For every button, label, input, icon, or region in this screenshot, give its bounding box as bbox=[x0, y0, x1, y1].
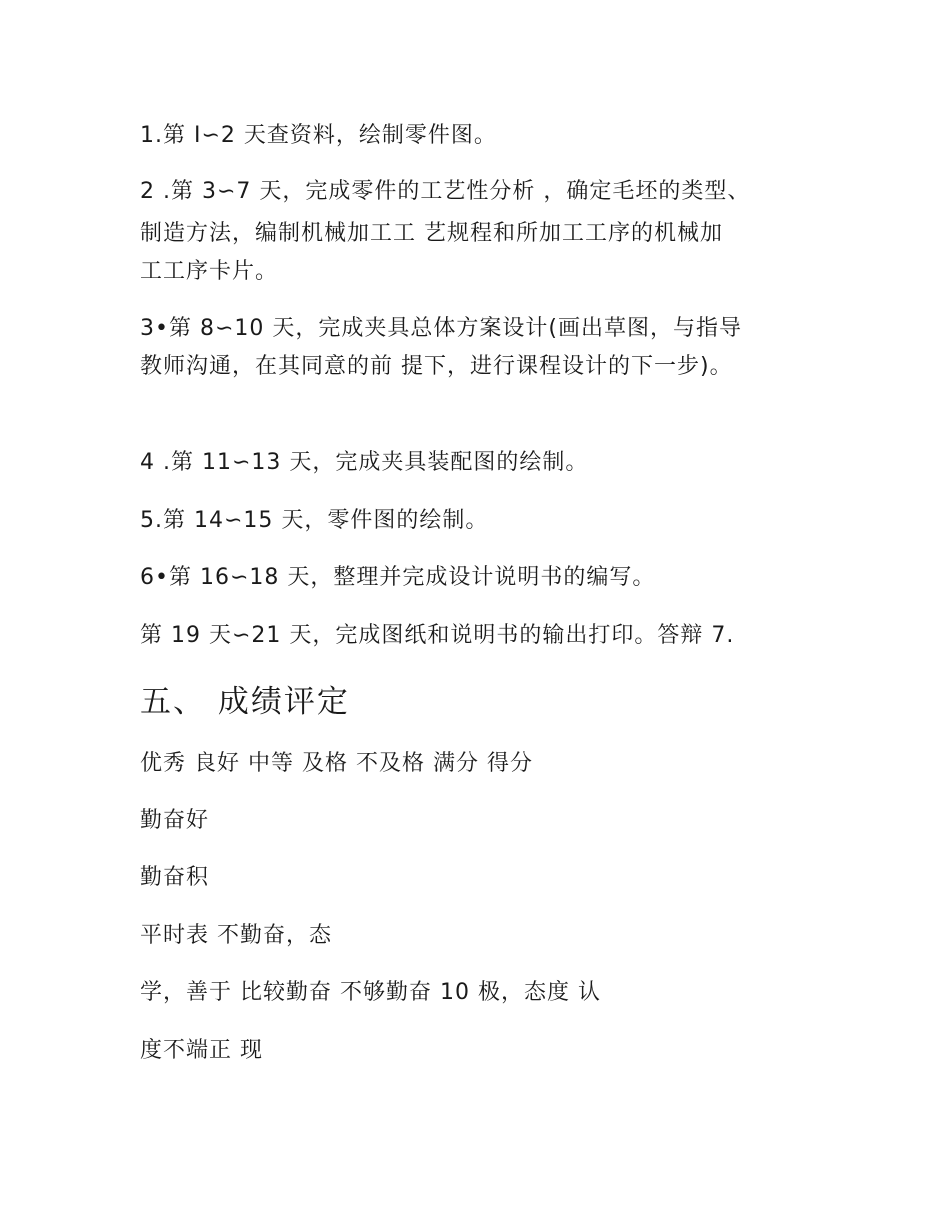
evaluation-line: 平时表 不勤奋，态 bbox=[140, 923, 332, 948]
schedule-item-2-line-3: 工工序卡片。 bbox=[140, 259, 279, 284]
schedule-item-4: 4 .第 11∽13 天，完成夹具装配图的绘制。 bbox=[140, 450, 589, 475]
schedule-item-5: 5.第 14∽15 天，零件图的绘制。 bbox=[140, 508, 489, 533]
evaluation-line: 勤奋好 bbox=[140, 808, 210, 833]
schedule-item-3-line-2: 教师沟通，在其同意的前 提下，进行课程设计的下一步)。 bbox=[140, 354, 733, 379]
schedule-item-7: 第 19 天∽21 天，完成图纸和说明书的输出打印。答辩 7. bbox=[140, 623, 735, 648]
evaluation-line: 度不端正 现 bbox=[140, 1038, 263, 1063]
evaluation-line: 勤奋积 bbox=[140, 865, 210, 890]
schedule-item-1: 1.第 I∽2 天查资料，绘制零件图。 bbox=[140, 123, 497, 148]
section-heading: 五、 成绩评定 bbox=[140, 684, 350, 720]
evaluation-line: 学，善于 比较勤奋 不够勤奋 10 极，态度 认 bbox=[140, 980, 601, 1005]
evaluation-grade-row: 优秀 良好 中等 及格 不及格 满分 得分 bbox=[140, 751, 533, 776]
schedule-item-2-line-1: 2 .第 3∽7 天，完成零件的工艺性分析 ，确定毛坯的类型、 bbox=[140, 179, 751, 204]
schedule-item-3-line-1: 3•第 8∽10 天，完成夹具总体方案设计(画出草图，与指导 bbox=[140, 316, 742, 341]
schedule-item-2-line-2: 制造方法，编制机械加工工 艺规程和所加工工序的机械加 bbox=[140, 221, 723, 246]
schedule-item-6: 6•第 16∽18 天，整理并完成设计说明书的编写。 bbox=[140, 565, 656, 590]
